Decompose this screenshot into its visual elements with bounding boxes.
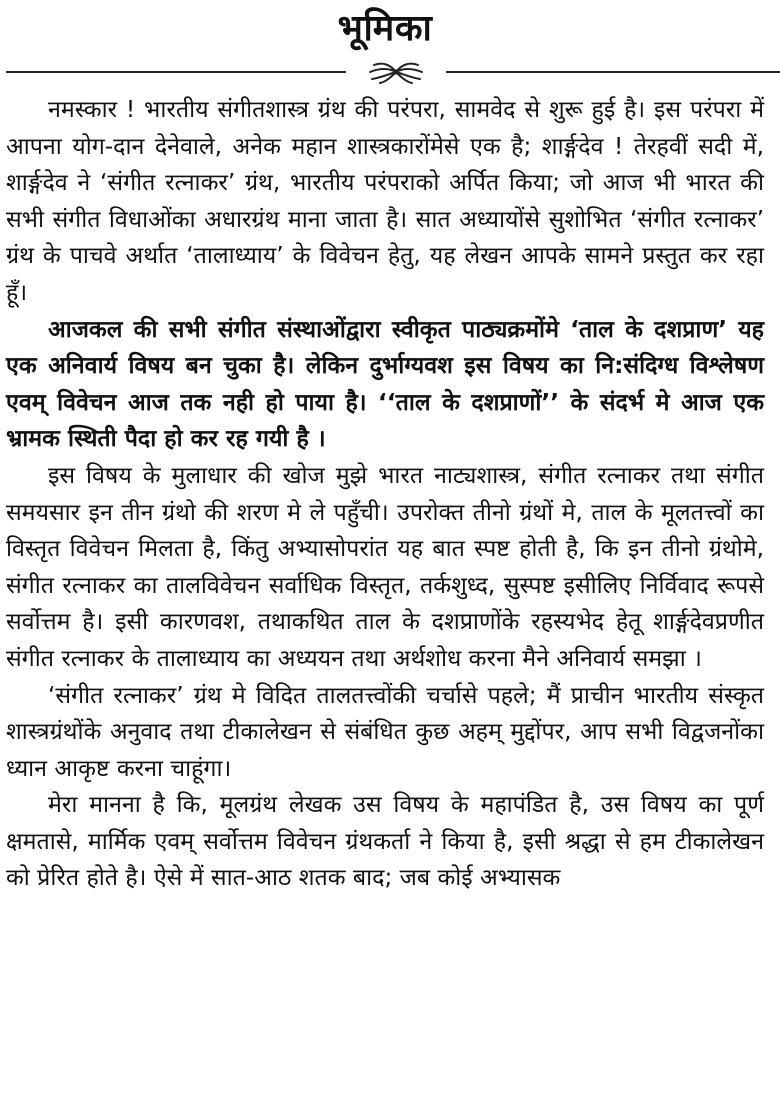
paragraph-1: नमस्कार ! भारतीय संगीतशास्त्र ग्रंथ की परंपरा, सामवेद से शुरू हुई है। इस परंपरा में आपना योग-दान देनेवाले, अनेक महान शास्त्रकारोंमेसे एक है; शार्ङ्गदेव ! तेरहवीं सदी में, शार्ङ्गदेव ने ‘संगीत रत्नाकर’ ग्रंथ, भारतीय परंपराको अर्पित किया; जो आज भी भारत की सभी संगीत विधाओंका अधारग्रंथ माना जाता है। सात अध्यायोंसे सुशोभित ‘संगीत रत्नाकर’ ग्रंथ के पाचवे अर्थात ‘तालाध्याय’ के विवेचन हेतु, यह लेखन आपके सामने प्रस्तुत कर रहा हूँ। (6, 96, 764, 306)
paragraph-5: मेरा मानना है कि, मूलग्रंथ लेखक उस विषय के महापंडित है, उस विषय का पूर्ण क्षमतासे, मार्मिक एवम् सर्वोत्तम विवेचन ग्रंथकर्ता ने किया है, इसी श्रद्धा से हम टीकालेखन को प्रेरित होते है। ऐसे में सात-आठ शतक बाद; जब कोई अभ्यासक (6, 791, 764, 892)
fleuron-ornament-icon (356, 56, 436, 86)
paragraph-4: ‘संगीत रत्नाकर’ ग्रंथ मे विदित तालतत्त्वोंकी चर्चासे पहले; मैं प्राचीन भारतीय संस्कृत शास्त्रग्रंथोंके अनुवाद तथा टीकालेखन से संबंधित कुछ अहम् मुद्दोंपर, आप सभी विद्वजनोंका ध्यान आकृष्ट करना चाहूंगा। (6, 681, 764, 782)
paragraph-2: आजकल की सभी संगीत संस्थाओंद्वारा स्वीकृत पाठ्यक्रमोंमे ‘ताल के दशप्राण’ यह एक अनिवार्य विषय बन चुका है। लेकिन दुर्भाग्यवश इस विषय का नि:संदिग्ध विश्लेषण एवम् विवेचन आज तक नही हो पाया है। ‘‘ताल के दशप्राणों’’ के संदर्भ मे आज एक भ्रामक स्थिती पैदा हो कर रह गयी है । (6, 315, 764, 453)
divider-rule-right (446, 71, 780, 73)
title-divider (6, 56, 764, 86)
divider-rule-left (6, 71, 346, 73)
page-title: भूमिका (337, 8, 433, 49)
paragraph-3: इस विषय के मुलाधार की खोज मुझे भारत नाट्यशास्त्र, संगीत रत्नाकर तथा संगीत समयसार इन तीन ग्रंथो की शरण मे ले पहुँची। उपरोक्त तीनो ग्रंथों मे, ताल के मूलतत्त्वों का विस्तृत विवेचन मिलता है, किंतु अभ्यासोपरांत यह बात स्पष्ट होती है, कि इन तीनो ग्रंथोमे, संगीत रत्नाकर का तालविवेचन सर्वाधिक विस्तृत, तर्कशुध्द, सुस्पष्ट इसीलिए निर्विवाद रूपसे सर्वोत्तम है। इसी कारणवश, तथाकथित ताल के दशप्राणोंके रहस्यभेद हेतू शार्ङ्गदेवप्रणीत संगीत रत्नाकर के तालाध्याय का अध्ययन तथा अर्थशोध करना मैने अनिवार्य समझा । (6, 461, 764, 672)
